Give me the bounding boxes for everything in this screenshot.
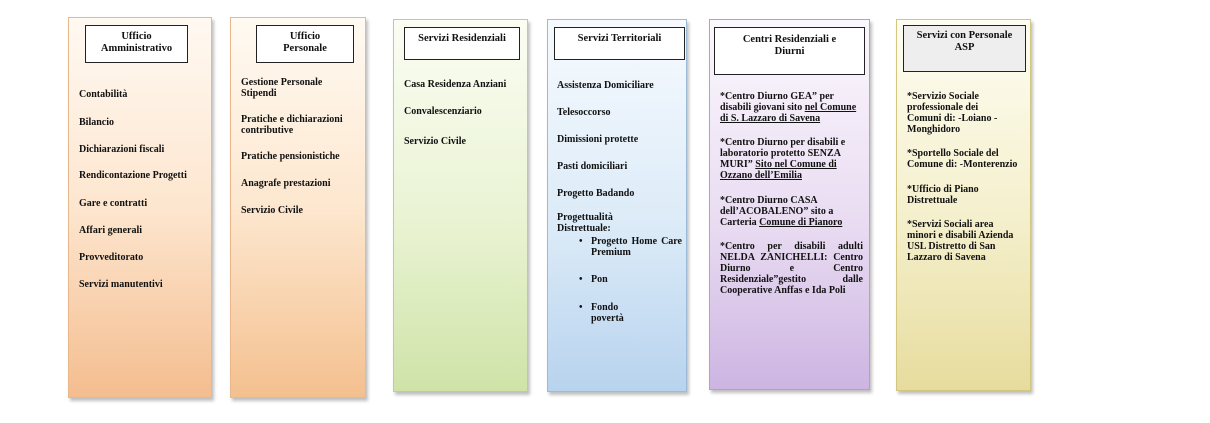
item-list bbox=[404, 79, 520, 160]
list-item: Servizi manutentivi bbox=[79, 279, 163, 290]
item-list bbox=[907, 91, 1029, 276]
item-list bbox=[241, 77, 359, 229]
list-item: Bilancio bbox=[79, 117, 115, 128]
header-line-2: ASP bbox=[954, 42, 975, 53]
list-item: *Ufficio di Piano Distrettuale bbox=[907, 184, 979, 206]
centro-description: *Centro Diurno GEA” per disabili giovani sito bbox=[720, 91, 834, 113]
list-item: Gestione Personale Stipendi bbox=[241, 77, 323, 99]
header-servizi-personale-asp bbox=[903, 25, 1026, 72]
centro-location: nel Comune di S. Lazzaro di Savena bbox=[720, 102, 857, 124]
bullet-icon: • bbox=[579, 236, 583, 247]
header-servizi-residenziali bbox=[404, 27, 520, 60]
list-item: *Servizi Sociali area minori e disabili Azienda USL Distretto di San Lazzaro di Savena bbox=[907, 219, 1014, 263]
list-item: Gare e contratti bbox=[79, 198, 148, 209]
list-item: Progetto Badando bbox=[557, 188, 635, 199]
centro-description: *Centro per disabili adulti NELDA ZANICHELLI: Centro Diurno e Centro Residenziale”gestito dalle Cooperative Anffas e Ida Poli bbox=[720, 241, 863, 296]
header-line-2: Diurni bbox=[774, 46, 805, 57]
column-ufficio-amministrativo bbox=[68, 17, 212, 398]
bullet-text: Pon bbox=[591, 274, 608, 285]
list-item: Dimissioni protette bbox=[557, 134, 639, 145]
column-centri-residenziali-diurni bbox=[709, 19, 870, 390]
column-servizi-personale-asp bbox=[896, 19, 1031, 391]
list-item: Rendicontazione Progetti bbox=[79, 170, 187, 181]
list-item: *Sportello Sociale del Comune di: -Monterenzio bbox=[907, 148, 1018, 170]
list-item bbox=[720, 137, 863, 181]
header-line-1: Servizi con Personale bbox=[916, 30, 1013, 41]
centro-location: Sito nel Comune di Ozzano dell’Emilia bbox=[720, 159, 837, 181]
list-item: Assistenza Domiciliare bbox=[557, 80, 654, 91]
header-line-1: Centri Residenziali e bbox=[742, 34, 837, 45]
centro-description: *Centro Diurno per disabili e laboratorio protetto SENZA MURI” bbox=[720, 137, 846, 170]
bullet-text: Progetto Home Care Premium bbox=[591, 236, 682, 258]
list-item bbox=[720, 241, 863, 296]
bullet-list bbox=[557, 236, 682, 324]
bullet-text: Fondo povertà bbox=[591, 302, 624, 324]
header-line-1: Ufficio bbox=[121, 31, 152, 42]
list-item bbox=[720, 91, 863, 124]
list-item: Servizio Civile bbox=[241, 205, 303, 216]
item-list bbox=[720, 91, 863, 309]
list-item: *Servizio Sociale professionale dei Comuni di: -Loiano -Monghidoro bbox=[907, 91, 998, 135]
list-item: Pratiche e dichiarazioni contributive bbox=[241, 114, 343, 136]
item-list bbox=[557, 80, 682, 336]
list-item: Progettualità Distrettuale: bbox=[557, 212, 613, 234]
list-item: Pasti domiciliari bbox=[557, 161, 628, 172]
bullet-item bbox=[557, 274, 682, 285]
header-servizi-territoriali bbox=[554, 27, 685, 60]
bullet-item bbox=[557, 302, 639, 324]
header-ufficio-personale bbox=[256, 25, 354, 63]
column-servizi-territoriali bbox=[547, 19, 687, 392]
bullet-icon: • bbox=[579, 302, 583, 313]
header-line-1: Ufficio bbox=[289, 31, 321, 42]
centro-description: *Centro Diurno CASA dell’ACOBALENO” sito a Carteria bbox=[720, 195, 834, 228]
header-line-1: Servizi Residenziali bbox=[418, 33, 506, 44]
bullet-item bbox=[557, 236, 682, 258]
header-centri-residenziali-diurni bbox=[714, 27, 865, 75]
header-ufficio-amministrativo bbox=[85, 25, 188, 63]
header-line-2: Amministrativo bbox=[100, 43, 173, 54]
column-ufficio-personale bbox=[230, 17, 366, 398]
column-servizi-residenziali bbox=[393, 19, 528, 392]
list-item: Provveditorato bbox=[79, 252, 144, 263]
list-item: Casa Residenza Anziani bbox=[404, 79, 507, 90]
list-item: Dichiarazioni fiscali bbox=[79, 144, 165, 155]
centro-location: Comune di Pianoro bbox=[759, 217, 843, 228]
list-item: Convalescenziario bbox=[404, 106, 482, 117]
header-line-1: Servizi Territoriali bbox=[577, 33, 662, 44]
bullet-icon: • bbox=[579, 274, 583, 285]
list-item: Servizio Civile bbox=[404, 136, 466, 147]
list-item bbox=[720, 195, 863, 228]
list-item: Telesoccorso bbox=[557, 107, 611, 118]
list-item: Contabilità bbox=[79, 89, 128, 100]
list-item: Affari generali bbox=[79, 225, 143, 236]
list-item: Pratiche pensionistiche bbox=[241, 151, 340, 162]
header-line-2: Personale bbox=[283, 43, 327, 54]
item-list bbox=[79, 89, 207, 303]
list-item: Anagrafe prestazioni bbox=[241, 178, 331, 189]
